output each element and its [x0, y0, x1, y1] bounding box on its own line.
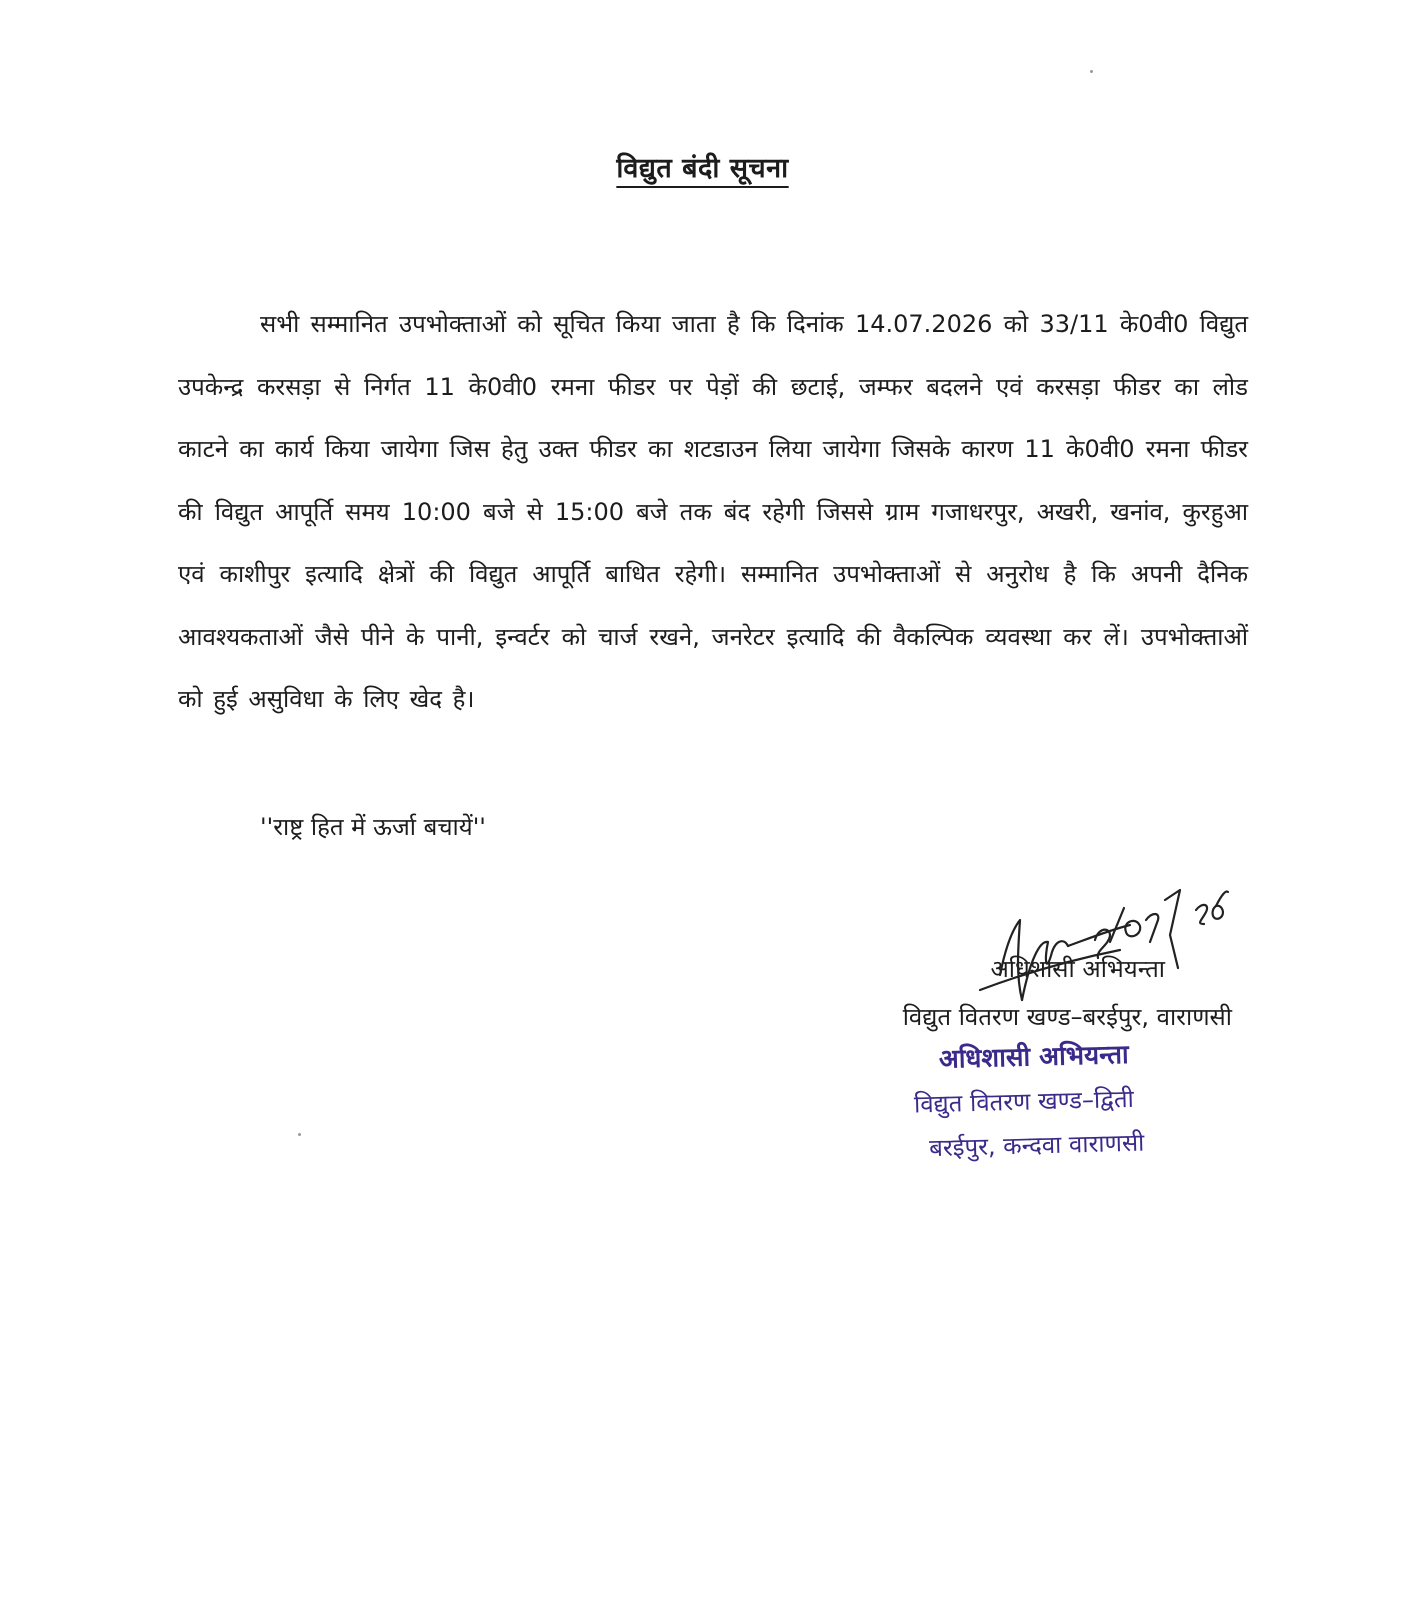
- signatory-designation: अधिशासी अभियन्ता: [990, 955, 1165, 983]
- signature-date: 13/07/26: [1140, 940, 1145, 941]
- slogan: ''राष्ट्र हित में ऊर्जा बचायें'': [260, 813, 486, 841]
- scan-speck: [1090, 70, 1093, 73]
- signatory-office: विद्युत वितरण खण्ड–बरईपुर, वाराणसी: [902, 1003, 1232, 1031]
- notice-title-text: विद्युत बंदी सूचना: [616, 153, 789, 184]
- notice-body: सभी सम्मानित उपभोक्ताओं को सूचित किया जाता है कि दिनांक 14.07.2026 को 33/11 के0वी0 विद्युत उपकेन्द्र करसड़ा से निर्गत 11 के0वी0 रमना फीडर पर पेड़ों की छटाई, जम्फर बदलने एवं करसड़ा फीडर का लोड काटने का कार्य किया जायेगा जिस हेतु उक्त फीडर का शटडाउन लिया जायेगा जिसके कारण 11 के0वी0 रमना फीडर की विद्युत आपूर्ति समय 10:00 बजे से 15:00 बजे तक बंद रहेगी जिससे ग्राम गजाधरपुर, अखरी, खनांव, कुरहुआ एवं काशीपुर इत्यादि क्षेत्रों की विद्युत आपूर्ति बाधित रहेगी। सम्मानित उपभोक्ताओं से अनुरोध है कि अपनी दैनिक आवश्यकताओं जैसे पीने के पानी, इन्वर्टर को चार्ज रखने, जनरेटर इत्यादि की वैकल्पिक व्यवस्था कर लें। उपभोक्ताओं को हुई असुविधा के लिए खेद है।: [178, 310, 1248, 713]
- scan-speck: [298, 1133, 301, 1136]
- stamp-designation: अधिशासी अभियन्ता: [938, 1039, 1130, 1075]
- notice-title: [0, 148, 1405, 185]
- handwritten-signature: [960, 880, 1260, 1080]
- stamp-location: बरईपुर, कन्दवा वाराणसी: [928, 1128, 1145, 1163]
- stamp-office: विद्युत वितरण खण्ड–द्विती: [913, 1084, 1135, 1119]
